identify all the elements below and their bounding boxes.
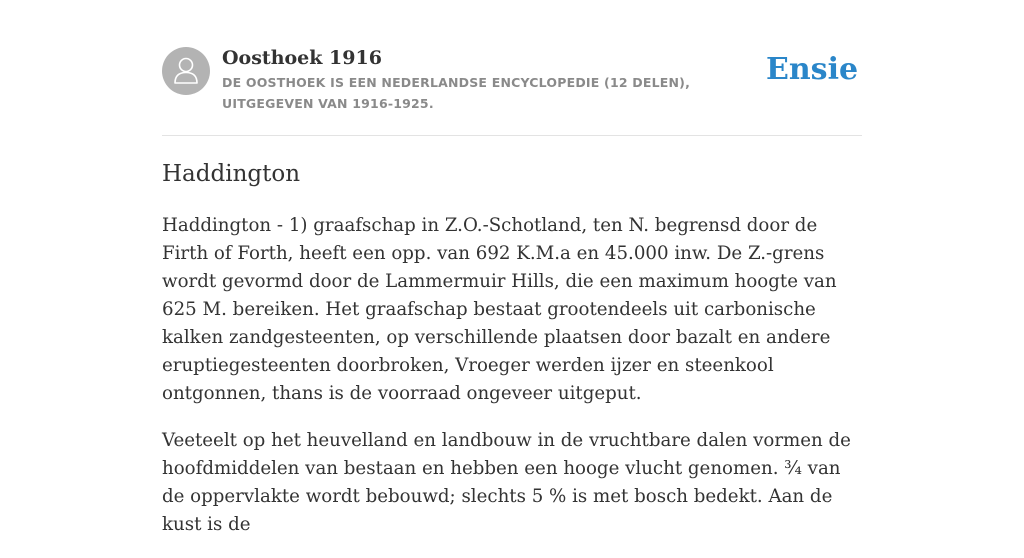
header-divider bbox=[162, 135, 862, 136]
article-body bbox=[162, 212, 852, 558]
article-paragraph: Haddington - 1) graafschap in Z.O.-Schotland, ten N. begrensd door de Firth of Forth, heeft een opp. van 692 K.M.a en 45.000 inw. De Z.-grens wordt gevormd door de Lammermuir Hills, die een maximum hoogte van 625 M. bereiken. Het graafschap bestaat grootendeels uit carbonische kalken zandgesteenten, op verschillende plaatsen door bazalt en andere eruptiegesteenten doorbroken, Vroeger werden ijzer en steenkool ontgonnen, thans is de voorraad ongeveer uitgeput. bbox=[162, 215, 837, 404]
ensie-logo[interactable]: Ensie bbox=[766, 52, 859, 87]
article-paragraph: Veeteelt op het heuvelland en landbouw in de vruchtbare dalen vormen de hoofdmiddelen van bestaan en hebben een hooge vlucht genomen. ¾ van de oppervlakte wordt bebouwd; slechts 5 % is met bosch bedekt. Aan de kust is de bbox=[162, 430, 851, 535]
article-title: Haddington bbox=[162, 161, 301, 187]
source-title[interactable]: Oosthoek 1916 bbox=[222, 47, 382, 69]
source-header bbox=[162, 46, 862, 116]
user-placeholder-icon bbox=[162, 47, 210, 95]
source-description: DE OOSTHOEK IS EEN NEDERLANDSE ENCYCLOPEDIE (12 DELEN), UITGEGEVEN VAN 1916-1925. bbox=[222, 75, 691, 111]
